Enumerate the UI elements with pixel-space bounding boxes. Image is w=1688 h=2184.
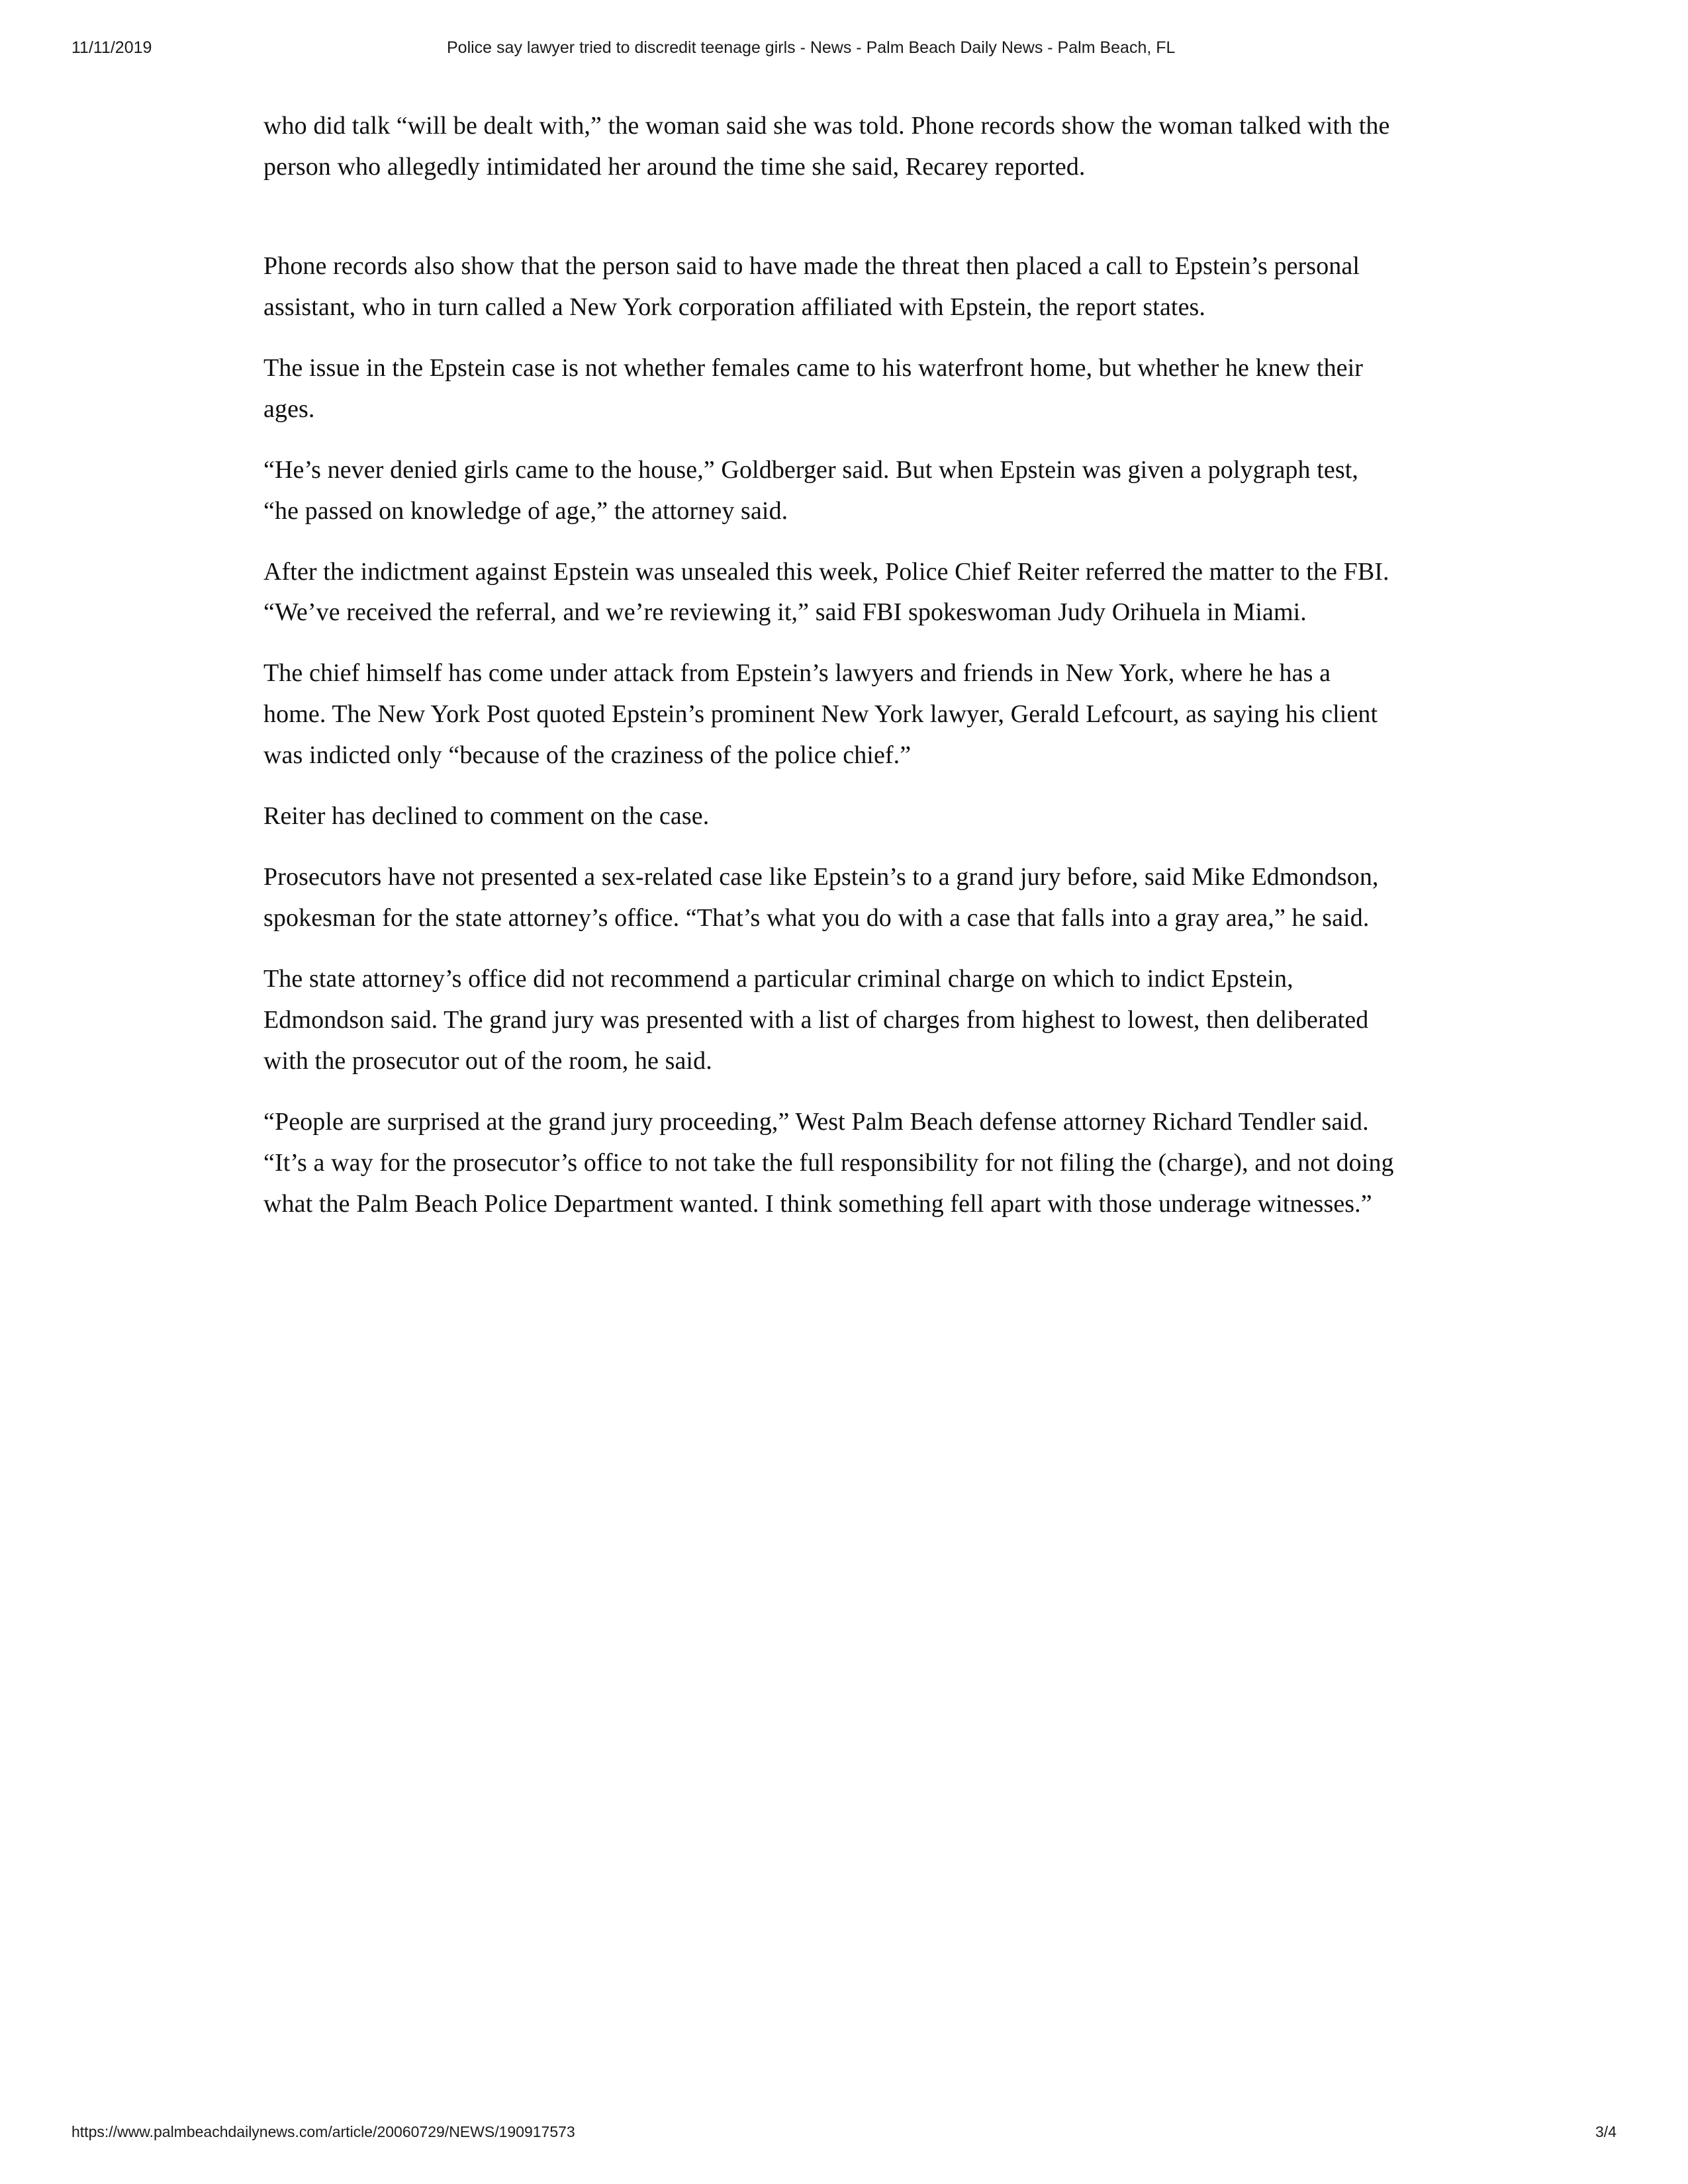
header-date: 11/11/2019 (71, 38, 152, 57)
paragraph: Phone records also show that the person said to have made the threat then placed a call to Epstein’s personal assistant, who in turn called a New York corporation affiliated with Epstein, the report states. (263, 251, 1360, 321)
paragraph: The chief himself has come under attack from Epstein’s lawyers and friends in New York, where he has a home. The New York Post quoted Epstein’s prominent New York lawyer, Gerald Lefcourt, as saying his client was indicted only “because of the craziness of the police chief.” (263, 659, 1378, 770)
footer-page-number: 3/4 (1595, 2123, 1617, 2140)
header-title: Police say lawyer tried to discredit teenage girls - News - Palm Beach Daily News - Palm Beach, FL (447, 38, 1176, 57)
paragraph: The state attorney’s office did not recommend a particular criminal charge on which to indict Epstein, Edmondson said. The grand jury was presented with a list of charges from highest to lowest, then deliberated with the prosecutor out of the room, he said. (263, 965, 1369, 1075)
paragraph: The issue in the Epstein case is not whether females came to his waterfront home, but whether he knew their ages. (263, 353, 1364, 423)
footer-source-url[interactable]: https://www.palmbeachdailynews.com/article/20060729/NEWS/190917573 (71, 2123, 575, 2140)
page-footer (0, 2123, 1688, 2146)
paragraph: “He’s never denied girls came to the house,” Goldberger said. But when Epstein was given a polygraph test, “he passed on knowledge of age,” the attorney said. (263, 455, 1359, 525)
paragraph: After the indictment against Epstein was unsealed this week, Police Chief Reiter referred the matter to the FBI. “We’ve received the referral, and we’re reviewing it,” said FBI spokeswoman Judy Orihuela in Miami. (263, 557, 1389, 627)
paragraph: Prosecutors have not presented a sex-related case like Epstein’s to a grand jury before, said Mike Edmondson, spokesman for the state attorney’s office. “That’s what you do with a case that falls into a gray area,” he said. (263, 863, 1379, 933)
paragraph: who did talk “will be dealt with,” the woman said she was told. Phone records show the woman talked with the person who allegedly intimidated her around the time she said, Recarey reported. (263, 112, 1390, 181)
article-body (263, 106, 1395, 1245)
paragraph: Reiter has declined to comment on the case. (263, 802, 710, 831)
page-header (0, 38, 1688, 65)
paragraph: “People are surprised at the grand jury proceeding,” West Palm Beach defense attorney Richard Tendler said. “It’s a way for the prosecutor’s office to not take the full responsibility for not filing the (charge), and not doing what the Palm Beach Police Department wanted. I think something fell apart with those underage witnesses.” (263, 1107, 1394, 1218)
